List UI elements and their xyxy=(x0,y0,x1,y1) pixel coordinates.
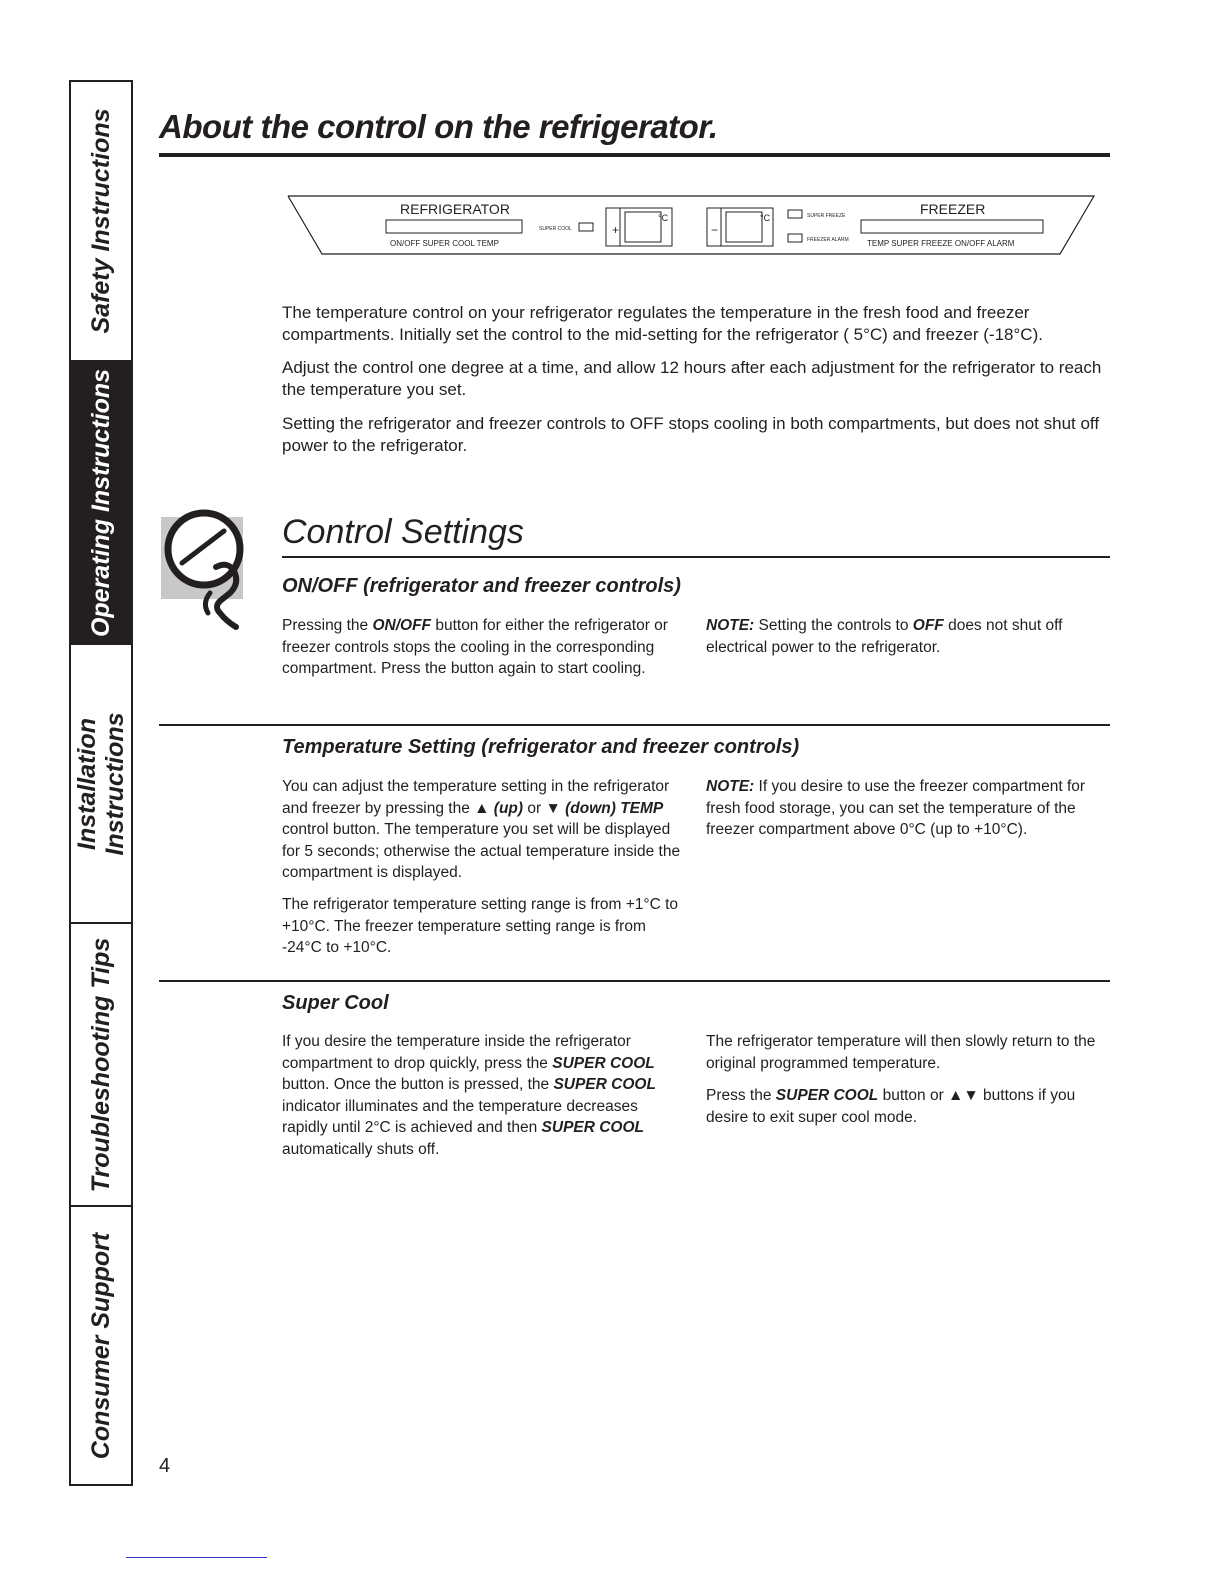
title-divider xyxy=(159,153,1110,157)
panel-super-freeze-label: SUPER FREEZE xyxy=(807,213,846,219)
tab-label: Operating Instructions xyxy=(87,368,115,637)
temperature-description: You can adjust the temperature setting in the refrigerator and freezer by pressing the ▲ (up) or ▼ (down) TEMP control button. The temperature you set will be displayed for 5 seconds; otherwise the actual temperature inside the compartment is displayed. xyxy=(282,778,681,881)
tab-operating-instructions[interactable] xyxy=(71,362,131,645)
panel-ref-button-bar xyxy=(386,220,522,233)
hand-pressing-dial-icon xyxy=(160,497,256,645)
panel-ref-button-labels: ON/OFF SUPER COOL TEMP xyxy=(390,239,499,248)
control-panel-illustration xyxy=(286,194,1096,256)
super-cool-exit-note: Press the SUPER COOL button or ▲▼ buttons if you desire to exit super cool mode. xyxy=(706,1087,1076,1126)
temperature-setting-heading: Temperature Setting (refrigerator and freezer controls) xyxy=(282,736,800,758)
temperature-note: NOTE: If you desire to use the freezer compartment for fresh food storage, you can set the temperature of the freezer compartment above 0°C (up to +10°C). xyxy=(706,778,1086,838)
tab-label-line-2: Instructions xyxy=(101,711,129,856)
panel-refrigerator-label: REFRIGERATOR xyxy=(400,201,510,217)
panel-frz-button-bar xyxy=(861,220,1043,233)
tab-label: Safety Instructions xyxy=(87,108,115,334)
panel-freezer-alarm-indicator xyxy=(788,234,802,242)
onoff-description: Pressing the ON/OFF button for either the refrigerator or freezer controls stops the cooling in the corresponding compartment. Press the button again to start cooling. xyxy=(282,617,668,677)
tab-safety-instructions[interactable] xyxy=(71,82,131,362)
panel-ref-plus-icon: + xyxy=(612,223,620,237)
panel-frz-digit xyxy=(726,212,762,242)
onoff-note: NOTE: Setting the controls to OFF does not shut off electrical power to the refrigerator. xyxy=(706,617,1063,656)
panel-super-cool-indicator xyxy=(579,223,593,231)
control-settings-heading: Control Settings xyxy=(282,513,524,551)
tab-label: Troubleshooting Tips xyxy=(87,937,115,1192)
section-divider xyxy=(159,724,1110,726)
intro-paragraph-1: The temperature control on your refrigerator regulates the temperature in the fresh food and freezer compartments. Initially set the control to the mid-setting for the refrigerator ( 5°C) and freezer (-18°C). xyxy=(282,303,1043,344)
page-number: 4 xyxy=(159,1455,171,1477)
panel-freezer-alarm-label: FREEZER ALARM xyxy=(807,237,849,243)
onoff-heading: ON/OFF (refrigerator and freezer controls) xyxy=(282,575,681,597)
control-settings-divider xyxy=(282,556,1110,558)
tab-troubleshooting-tips[interactable] xyxy=(71,924,131,1207)
section-tabs xyxy=(69,80,133,1486)
panel-frz-unit: °C xyxy=(760,213,771,223)
page-title: About the control on the refrigerator. xyxy=(159,108,718,145)
tab-label-line-1: Installation xyxy=(73,717,101,850)
panel-ref-digit xyxy=(625,212,661,242)
footer-link-underline xyxy=(126,1557,267,1558)
panel-frz-button-labels: TEMP SUPER FREEZE ON/OFF ALARM xyxy=(867,239,1015,248)
intro-paragraph-3: Setting the refrigerator and freezer controls to OFF stops cooling in both compartments, but does not shut off power to the refrigerator. xyxy=(282,414,1100,455)
panel-frz-minus-icon: − xyxy=(711,223,719,237)
intro-paragraph-2: Adjust the control one degree at a time, and allow 12 hours after each adjustment for the refrigerator to reach the temperature you set. xyxy=(282,358,1102,399)
super-cool-description: If you desire the temperature inside the refrigerator compartment to drop quickly, press the SUPER COOL button. Once the button is pressed, the SUPER COOL indicator illuminates and the temperature decreases rapidly until 2°C is achieved and then SUPER COOL automatically shuts off. xyxy=(282,1033,656,1158)
super-cool-heading: Super Cool xyxy=(282,992,389,1014)
temperature-range: The refrigerator temperature setting range is from +1°C to +10°C. The freezer temperature setting range is from -24°C to +10°C. xyxy=(282,896,679,956)
tab-consumer-support[interactable] xyxy=(71,1207,131,1484)
panel-ref-unit: °C xyxy=(658,213,669,223)
super-cool-return-note: The refrigerator temperature will then slowly return to the original programmed temperature. xyxy=(706,1033,1096,1072)
tab-label xyxy=(73,712,129,855)
panel-freezer-label: FREEZER xyxy=(920,201,986,217)
tab-label: Consumer Support xyxy=(87,1232,115,1459)
section-divider xyxy=(159,980,1110,982)
tab-installation-instructions[interactable] xyxy=(71,645,131,924)
panel-super-freeze-indicator xyxy=(788,210,802,218)
panel-super-cool-label: SUPER COOL xyxy=(539,226,572,232)
